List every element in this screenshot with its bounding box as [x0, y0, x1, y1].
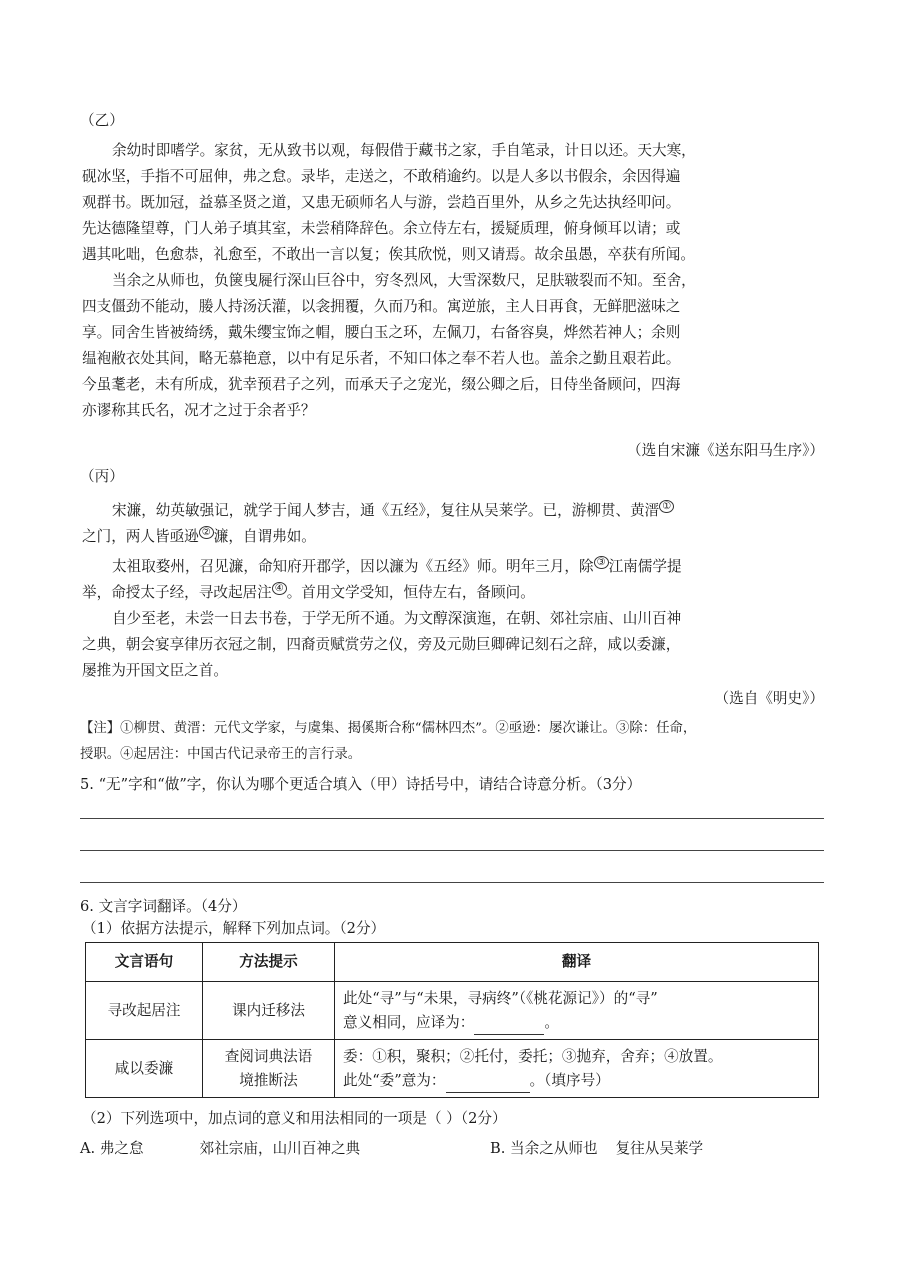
option-b[interactable]: B. 当余之从师也 复往从吴莱学 [490, 1140, 704, 1157]
passage-b-line: 观群书。既加冠，益慕圣贤之道，又患无硕师名人与游，尝趋百里外，从乡之先达执经叩问。 [82, 194, 681, 211]
passage-b-line: 砚冰坚，手指不可屈伸，弗之怠。录毕，走送之，不敢稍逾约。以是人多以书假余，余因得遍 [82, 168, 681, 185]
passage-b-line: 缊袍敝衣处其间，略无慕艳意，以中有足乐者，不知口体之奉不若人也。盖余之勤且艰若此。 [82, 350, 681, 367]
option-a[interactable]: A. 弗之怠 郊社宗庙，山川百神之典 [80, 1140, 361, 1157]
table-cell: 寻改起居注 [86, 982, 203, 1040]
answer-line[interactable] [80, 818, 824, 819]
footnote-marker: ④ [272, 582, 287, 595]
table-cell: 查阅词典法语 境推断法 [203, 1040, 335, 1098]
passage-b-line: 亦谬称其氏名，况才之过于余者乎？ [82, 402, 316, 419]
question-6-sub2: （2）下列选项中，加点词的意义和用法相同的一项是（ ）（2分） [82, 1110, 507, 1127]
passage-c-source: （选自《明史》） [714, 690, 824, 707]
table-header-row [86, 943, 819, 982]
passage-b-line: 当余之从师也，负箧曳屣行深山巨谷中，穷冬烈风，大雪深数尺，足肤皲裂而不知。至舍， [112, 272, 696, 289]
passage-c-line: 之门，两人皆亟逊 ② 濂，自谓弗如。 [82, 527, 316, 545]
table-header: 文言语句 [86, 943, 203, 982]
table-cell [335, 1040, 819, 1098]
passage-b-line: 余幼时即嗜学。家贫，无从致书以观，每假借于藏书之家，手自笔录，计日以还。天大寒， [112, 142, 696, 159]
footnote-marker: ③ [594, 556, 609, 569]
footnote-marker: ② [199, 526, 214, 539]
answer-line[interactable] [80, 882, 824, 883]
passage-b-line: 先达德隆望尊，门人弟子填其室，未尝稍降辞色。余立侍左右，援疑质理，俯身倾耳以请；或 [82, 220, 681, 237]
answer-blank[interactable] [474, 1018, 544, 1035]
question-5: 5. “无”字和“做”字，你认为哪个更适合填入（甲）诗括号中，请结合诗意分析。（3分） [80, 776, 642, 793]
passage-b-line: 享。同舍生皆被绮绣，戴朱缨宝饰之帽，腰白玉之环，左佩刀，右备容臭，烨然若神人；余则 [82, 324, 681, 341]
passage-c-line: 太祖取婺州，召见濂，命知府开郡学，因以濂为《五经》师。明年三月，除 ③ 江南儒学提 [112, 557, 682, 575]
passage-c-line: 宋濂，幼英敏强记，就学于闻人梦吉，通《五经》，复往从吴莱学。已，游柳贯、黄溍 ① [82, 494, 674, 520]
table-header: 翻译 [335, 943, 819, 982]
translation-answer: 此处“委”意为： 。（填序号） [343, 1069, 810, 1093]
footnote-line: 【注】①柳贯、黄溍：元代文学家，与虞集、揭傒斯合称“儒林四杰”。②亟逊：屡次谦让。③除：任命， [80, 721, 697, 736]
translation-hint: 此处“寻”与“未果，寻病终”（《桃花源记》）的“寻” [343, 989, 658, 1007]
passage-c-line: 之典，朝会宴享律历衣冠之制，四裔贡赋赏劳之仪，旁及元勋巨卿碑记刻石之辞，咸以委濂， [82, 636, 681, 653]
passage-b-line: 今虽耄老，未有所成，犹幸预君子之列，而承天子之宠光，缀公卿之后，日侍坐备顾问，四海 [82, 376, 681, 393]
translation-answer: 意义相同，应译为： 。 [343, 1011, 810, 1035]
passage-b-label: （乙） [80, 112, 124, 129]
table-row [86, 982, 819, 1040]
passage-c-line: 屡推为开国文臣之首。 [82, 662, 228, 679]
passage-b-line: 四支僵劲不能动，媵人持汤沃灌，以衾拥覆，久而乃和。寓逆旅，主人日再食，无鲜肥滋味之 [82, 298, 681, 315]
table-cell [335, 982, 819, 1040]
table-cell: 课内迁移法 [203, 982, 335, 1040]
passage-c-label: （丙） [80, 468, 124, 485]
translation-hint: 委：①积，聚积；②托付，委托；③抛弃，舍弃；④放置。 [343, 1047, 723, 1065]
question-6-title: 6. 文言字词翻译。（4分） [80, 898, 247, 915]
translation-table [85, 942, 819, 1098]
passage-b-line: 遇其叱咄，色愈恭，礼愈至，不敢出一言以复；俟其欣悦，则又请焉。故余虽愚，卒获有所闻。 [82, 246, 695, 263]
table-header: 方法提示 [203, 943, 335, 982]
answer-line[interactable] [80, 850, 824, 851]
table-cell: 咸以委濂 [86, 1040, 203, 1098]
question-6-sub1: （1）依据方法提示，解释下列加点词。（2分） [82, 920, 386, 937]
footnote-marker: ① [659, 500, 674, 513]
passage-c-line: 举，命授太子经，寻改起居注 ④ 。首用文学受知，恒侍左右，备顾问。 [82, 583, 535, 601]
table-row [86, 1040, 819, 1098]
footnote-line: 授职。④起居注：中国古代记录帝王的言行录。 [80, 747, 362, 762]
passage-c-line: 自少至老，未尝一日去书卷，于学无所不通。为文醇深演迤，在朝、郊社宗庙、山川百神 [112, 610, 682, 627]
passage-b-source: （选自宋濂《送东阳马生序》） [626, 442, 824, 459]
answer-blank[interactable] [446, 1076, 530, 1093]
